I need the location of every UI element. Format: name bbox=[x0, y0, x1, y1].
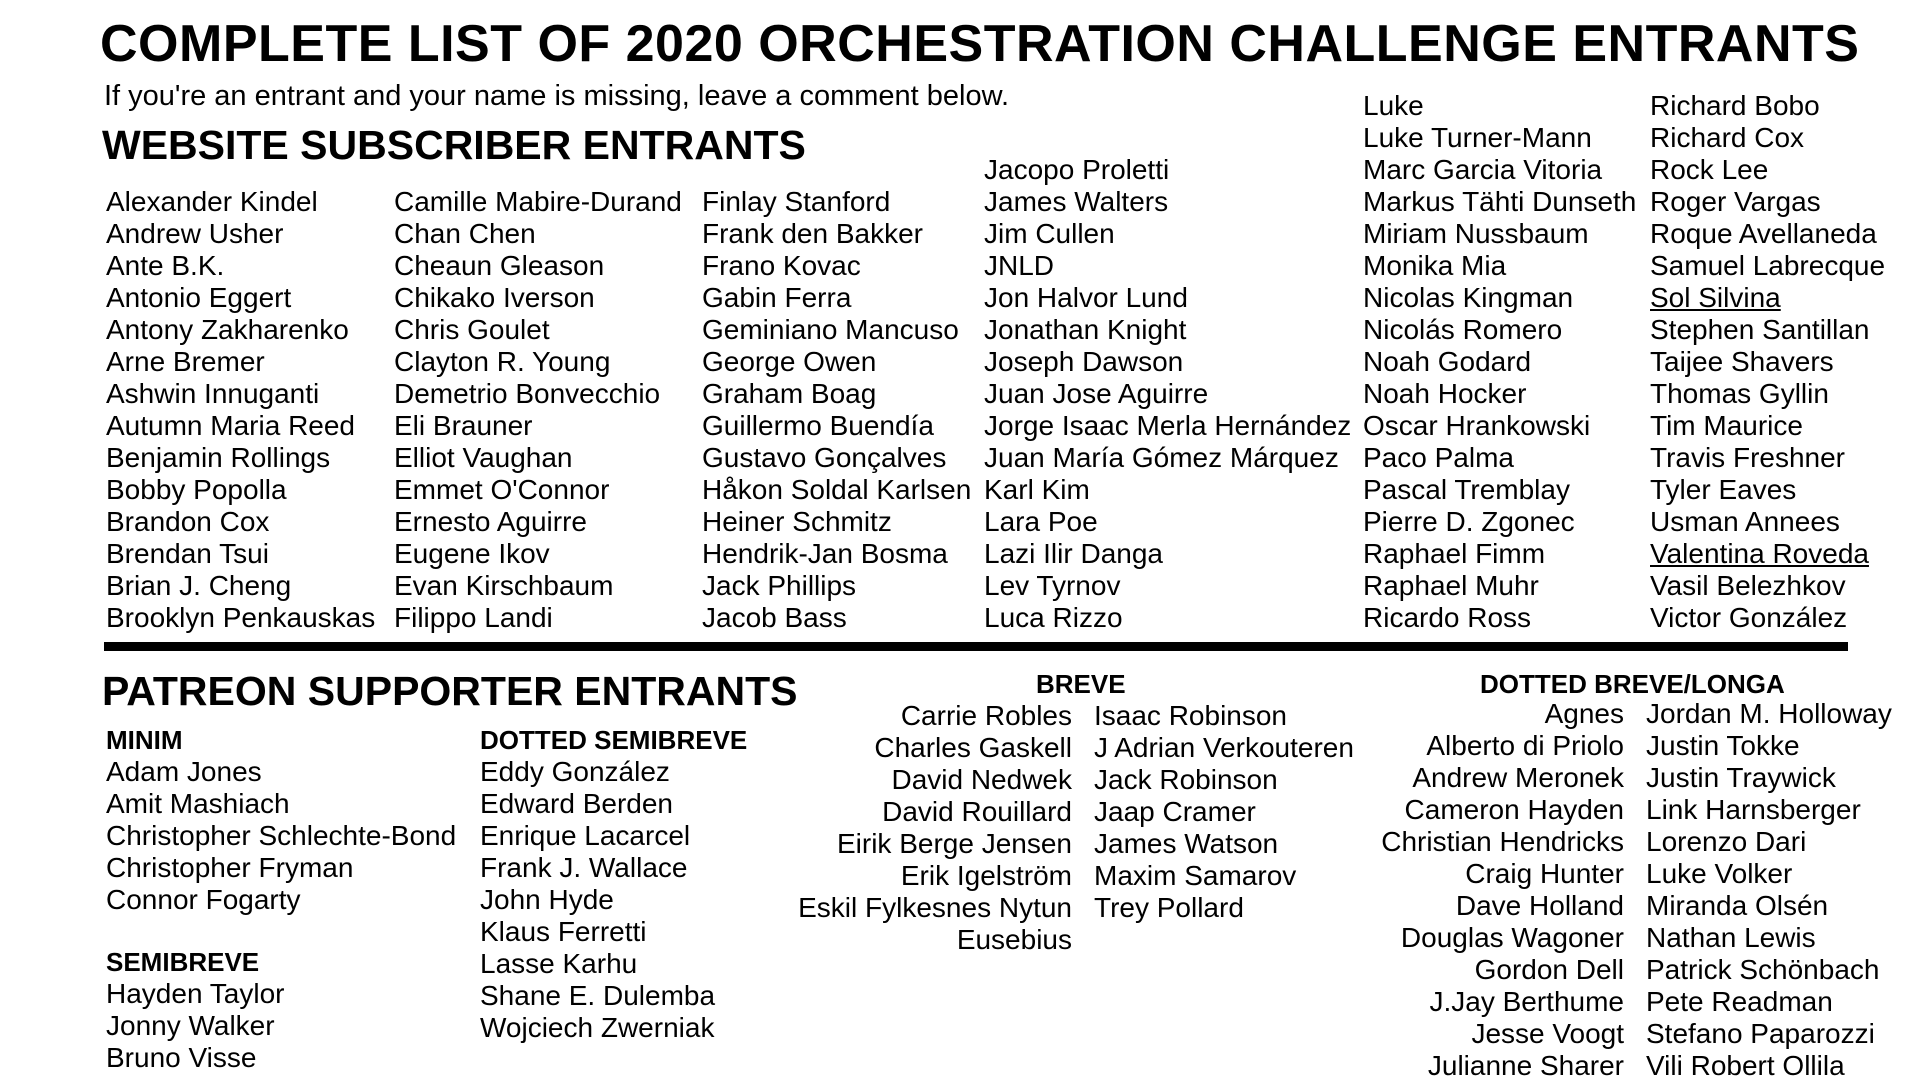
entrant-name: Stefano Paparozzi bbox=[1646, 1018, 1875, 1049]
entrant-name: Andrew Usher bbox=[106, 218, 284, 249]
entrant-name: Bobby Popolla bbox=[106, 474, 287, 505]
entrant-name: Emmet O'Connor bbox=[394, 474, 610, 505]
entrant-name: Christian Hendricks bbox=[1381, 826, 1624, 857]
entrant-name: Richard Bobo bbox=[1650, 90, 1820, 121]
entrant-name: Demetrio Bonvecchio bbox=[394, 378, 661, 409]
entrant-name: Juan Jose Aguirre bbox=[984, 378, 1209, 409]
entrant-name: Eusebius bbox=[956, 924, 1072, 955]
entrant-name: Patrick Schönbach bbox=[1646, 954, 1880, 985]
tier-label-dotted-semibreve: DOTTED SEMIBREVE bbox=[480, 725, 748, 755]
entrant-name: Elliot Vaughan bbox=[394, 442, 573, 473]
entrant-name: Brooklyn Penkauskas bbox=[106, 602, 376, 633]
entrant-name: Samuel Labrecque bbox=[1650, 250, 1886, 281]
entrant-name: Maxim Samarov bbox=[1094, 860, 1297, 891]
entrant-name: Gustavo Gonçalves bbox=[702, 442, 947, 473]
entrant-name: Usman Annees bbox=[1650, 506, 1840, 537]
entrant-name: Travis Freshner bbox=[1650, 442, 1846, 473]
entrant-name: Cheaun Gleason bbox=[394, 250, 605, 281]
entrant-name: Brandon Cox bbox=[106, 506, 270, 537]
subscriber-column-1 bbox=[106, 186, 375, 634]
entrant-name: Lev Tyrnov bbox=[984, 570, 1121, 601]
entrant-name: Frano Kovac bbox=[702, 250, 861, 281]
entrant-name: Jesse Voogt bbox=[1471, 1018, 1624, 1049]
entrant-name: Shane E. Dulemba bbox=[480, 980, 716, 1011]
entrant-name: Justin Traywick bbox=[1646, 762, 1836, 793]
entrant-name: Nicolás Romero bbox=[1363, 314, 1563, 345]
entrant-name: Evan Kirschbaum bbox=[394, 570, 614, 601]
entrant-name: Eirik Berge Jensen bbox=[836, 828, 1072, 859]
entrant-name: Raphael Fimm bbox=[1363, 538, 1546, 569]
entrant-name: Alberto di Priolo bbox=[1426, 730, 1624, 761]
entrant-name: Lorenzo Dari bbox=[1646, 826, 1807, 857]
entrant-name: Roque Avellaneda bbox=[1650, 218, 1877, 249]
entrant-name: Benjamin Rollings bbox=[106, 442, 331, 473]
entrant-name: Noah Hocker bbox=[1363, 378, 1527, 409]
breve-list-left bbox=[798, 700, 1072, 956]
entrant-name: Juan María Gómez Márquez bbox=[984, 442, 1339, 473]
entrant-name: Eddy González bbox=[480, 756, 670, 787]
entrant-name: Justin Tokke bbox=[1646, 730, 1800, 761]
entrant-name: Jacopo Proletti bbox=[984, 154, 1170, 185]
entrant-name: Jonny Walker bbox=[106, 1010, 275, 1041]
entrant-name: Eli Brauner bbox=[394, 410, 533, 441]
entrant-name: Taijee Shavers bbox=[1650, 346, 1834, 377]
entrant-name: Geminiano Mancuso bbox=[702, 314, 959, 345]
entrant-name: Charles Gaskell bbox=[874, 732, 1072, 763]
tier-label-breve: BREVE bbox=[1036, 669, 1126, 699]
entrant-name: Gabin Ferra bbox=[702, 282, 852, 313]
entrant-name: Miriam Nussbaum bbox=[1363, 218, 1589, 249]
entrant-name: Dave Holland bbox=[1455, 890, 1624, 921]
entrant-name: Douglas Wagoner bbox=[1400, 922, 1624, 953]
entrant-name: Erik Igelström bbox=[900, 860, 1072, 891]
entrant-name: Hayden Taylor bbox=[106, 978, 285, 1009]
entrant-name: Ante B.K. bbox=[106, 250, 225, 281]
subscriber-column-5 bbox=[1363, 90, 1636, 634]
entrant-name: Wojciech Zwerniak bbox=[480, 1012, 715, 1043]
entrant-name: Roger Vargas bbox=[1650, 186, 1821, 217]
entrant-name: Chan Chen bbox=[394, 218, 536, 249]
entrant-name: Ashwin Innuganti bbox=[106, 378, 320, 409]
entrant-name: James Watson bbox=[1094, 828, 1279, 859]
entrant-name: John Hyde bbox=[480, 884, 614, 915]
breve-list-right bbox=[1094, 700, 1354, 924]
entrant-name: Antonio Eggert bbox=[106, 282, 292, 313]
entrant-name: Brian J. Cheng bbox=[106, 570, 292, 601]
entrant-name: Andrew Meronek bbox=[1412, 762, 1624, 793]
entrant-name: Nicolas Kingman bbox=[1363, 282, 1574, 313]
entrant-name: Heiner Schmitz bbox=[702, 506, 892, 537]
subscriber-column-2 bbox=[394, 186, 682, 634]
entrant-name: Guillermo Buendía bbox=[702, 410, 934, 441]
entrant-name: Pete Readman bbox=[1646, 986, 1833, 1017]
entrant-name: Joseph Dawson bbox=[984, 346, 1184, 377]
entrant-name: Eskil Fylkesnes Nytun bbox=[798, 892, 1072, 923]
entrant-name: Luke Turner-Mann bbox=[1363, 122, 1592, 153]
entrant-name: Nathan Lewis bbox=[1646, 922, 1816, 953]
dotted-breve-list-right bbox=[1646, 698, 1892, 1082]
entrant-name: Pierre D. Zgonec bbox=[1363, 506, 1575, 537]
entrant-name: JNLD bbox=[984, 250, 1055, 281]
dotted-breve-list-left bbox=[1381, 698, 1624, 1082]
subscriber-column-6 bbox=[1650, 90, 1885, 634]
entrant-name: Ricardo Ross bbox=[1363, 602, 1532, 633]
entrant-name: Carrie Robles bbox=[900, 700, 1072, 731]
section-divider bbox=[104, 642, 1848, 651]
entrant-name: George Owen bbox=[702, 346, 877, 377]
entrant-name: Stephen Santillan bbox=[1650, 314, 1870, 345]
tier-label-minim: MINIM bbox=[106, 725, 183, 755]
subscriber-column-3 bbox=[702, 186, 971, 634]
entrant-name: Vasil Belezhkov bbox=[1650, 570, 1846, 601]
entrant-name: Hendrik-Jan Bosma bbox=[702, 538, 948, 569]
entrant-name: Arne Bremer bbox=[106, 346, 265, 377]
entrant-name: Clayton R. Young bbox=[394, 346, 611, 377]
entrant-name: Miranda Olsén bbox=[1646, 890, 1829, 921]
entrant-name: Jordan M. Holloway bbox=[1646, 698, 1892, 729]
entrant-name: Antony Zakharenko bbox=[106, 314, 349, 345]
entrant-name: Frank J. Wallace bbox=[480, 852, 688, 883]
entrant-name: Connor Fogarty bbox=[106, 884, 301, 915]
entrant-name: Lazi Ilir Danga bbox=[984, 538, 1163, 569]
entrant-name: Adam Jones bbox=[106, 756, 262, 787]
entrant-name: David Rouillard bbox=[882, 796, 1072, 827]
missing-name-note: If you're an entrant and your name is missing, leave a comment below. bbox=[104, 80, 1010, 112]
entrant-name: Lasse Karhu bbox=[480, 948, 638, 979]
entrant-name: Raphael Muhr bbox=[1363, 570, 1539, 601]
entrant-name: Victor González bbox=[1650, 602, 1848, 633]
entrant-name[interactable]: Sol Silvina bbox=[1650, 282, 1781, 313]
entrant-name: Jack Robinson bbox=[1094, 764, 1278, 795]
entrant-name: Tim Maurice bbox=[1650, 410, 1803, 441]
entrant-name: Julianne Sharer bbox=[1427, 1050, 1624, 1081]
entrant-name: Link Harnsberger bbox=[1646, 794, 1861, 825]
entrant-name: Vili Robert Ollila bbox=[1646, 1050, 1845, 1081]
entrant-name: Chris Goulet bbox=[394, 314, 550, 345]
entrant-name: Eugene Ikov bbox=[394, 538, 550, 569]
entrant-name: Karl Kim bbox=[984, 474, 1090, 505]
patreon-heading: PATREON SUPPORTER ENTRANTS bbox=[102, 668, 798, 714]
entrant-name: Brendan Tsui bbox=[106, 538, 269, 569]
entrant-name: Paco Palma bbox=[1363, 442, 1514, 473]
entrant-name: Filippo Landi bbox=[394, 602, 553, 633]
entrant-name: Christopher Schlechte-Bond bbox=[106, 820, 457, 851]
page-title: COMPLETE LIST OF 2020 ORCHESTRATION CHALLENGE ENTRANTS bbox=[100, 15, 1860, 73]
entrant-name: James Walters bbox=[984, 186, 1169, 217]
minim-list bbox=[106, 756, 456, 916]
tier-label-semibreve: SEMIBREVE bbox=[106, 947, 260, 977]
semibreve-list bbox=[106, 978, 284, 1074]
tier-label-dotted-breve-longa: DOTTED BREVE/LONGA bbox=[1480, 669, 1785, 699]
entrant-name: J.Jay Berthume bbox=[1429, 986, 1624, 1017]
entrant-name: Alexander Kindel bbox=[106, 186, 318, 217]
subscriber-column-4 bbox=[984, 154, 1351, 634]
entrant-name: Jaap Cramer bbox=[1094, 796, 1256, 827]
entrant-name: Rock Lee bbox=[1650, 154, 1769, 185]
entrant-name: Gordon Dell bbox=[1474, 954, 1624, 985]
entrant-name: Agnes bbox=[1544, 698, 1624, 729]
entrant-name: Edward Berden bbox=[480, 788, 674, 819]
entrant-name: Markus Tähti Dunseth bbox=[1363, 186, 1637, 217]
entrant-name: Amit Mashiach bbox=[106, 788, 290, 819]
website-subscribers-heading: WEBSITE SUBSCRIBER ENTRANTS bbox=[102, 122, 806, 168]
entrant-name: Thomas Gyllin bbox=[1650, 378, 1829, 409]
entrant-name: Jim Cullen bbox=[984, 218, 1115, 249]
entrant-name: Christopher Fryman bbox=[106, 852, 354, 883]
entrant-name: Marc Garcia Vitoria bbox=[1363, 154, 1603, 185]
entrant-name: Lara Poe bbox=[984, 506, 1098, 537]
entrant-name: Jacob Bass bbox=[702, 602, 847, 633]
entrant-name: Craig Hunter bbox=[1465, 858, 1624, 889]
entrant-name: Chikako Iverson bbox=[394, 282, 595, 313]
entrant-name[interactable]: Valentina Roveda bbox=[1650, 538, 1869, 569]
entrant-name: Enrique Lacarcel bbox=[480, 820, 691, 851]
entrant-name: Tyler Eaves bbox=[1650, 474, 1797, 505]
entrant-name: Jonathan Knight bbox=[984, 314, 1187, 345]
entrant-name: Isaac Robinson bbox=[1094, 700, 1288, 731]
entrant-name: Noah Godard bbox=[1363, 346, 1532, 377]
entrant-name: Oscar Hrankowski bbox=[1363, 410, 1591, 441]
entrant-name: Camille Mabire-Durand bbox=[394, 186, 682, 217]
entrant-name: Frank den Bakker bbox=[702, 218, 923, 249]
entrant-name: Jack Phillips bbox=[702, 570, 857, 601]
entrant-name: Klaus Ferretti bbox=[480, 916, 647, 947]
entrant-name: David Nedwek bbox=[891, 764, 1072, 795]
entrant-name: Bruno Visse bbox=[106, 1042, 257, 1073]
entrant-name: Graham Boag bbox=[702, 378, 877, 409]
entrant-name: J Adrian Verkouteren bbox=[1094, 732, 1354, 763]
entrant-name: Jon Halvor Lund bbox=[984, 282, 1188, 313]
entrant-name: Cameron Hayden bbox=[1404, 794, 1624, 825]
entrant-name: Trey Pollard bbox=[1094, 892, 1244, 923]
entrant-name: Luca Rizzo bbox=[984, 602, 1123, 633]
entrant-name: Luke bbox=[1363, 90, 1424, 121]
dotted-semibreve-list bbox=[480, 756, 715, 1044]
entrant-name: Pascal Tremblay bbox=[1363, 474, 1570, 505]
entrant-name: Ernesto Aguirre bbox=[394, 506, 587, 537]
entrant-name: Luke Volker bbox=[1646, 858, 1793, 889]
entrant-name: Monika Mia bbox=[1363, 250, 1507, 281]
entrant-name: Jorge Isaac Merla Hernández bbox=[984, 410, 1352, 441]
entrant-name: Finlay Stanford bbox=[702, 186, 891, 217]
entrant-name: Håkon Soldal Karlsen bbox=[702, 474, 972, 505]
entrant-name: Autumn Maria Reed bbox=[106, 410, 356, 441]
entrant-name: Richard Cox bbox=[1650, 122, 1805, 153]
